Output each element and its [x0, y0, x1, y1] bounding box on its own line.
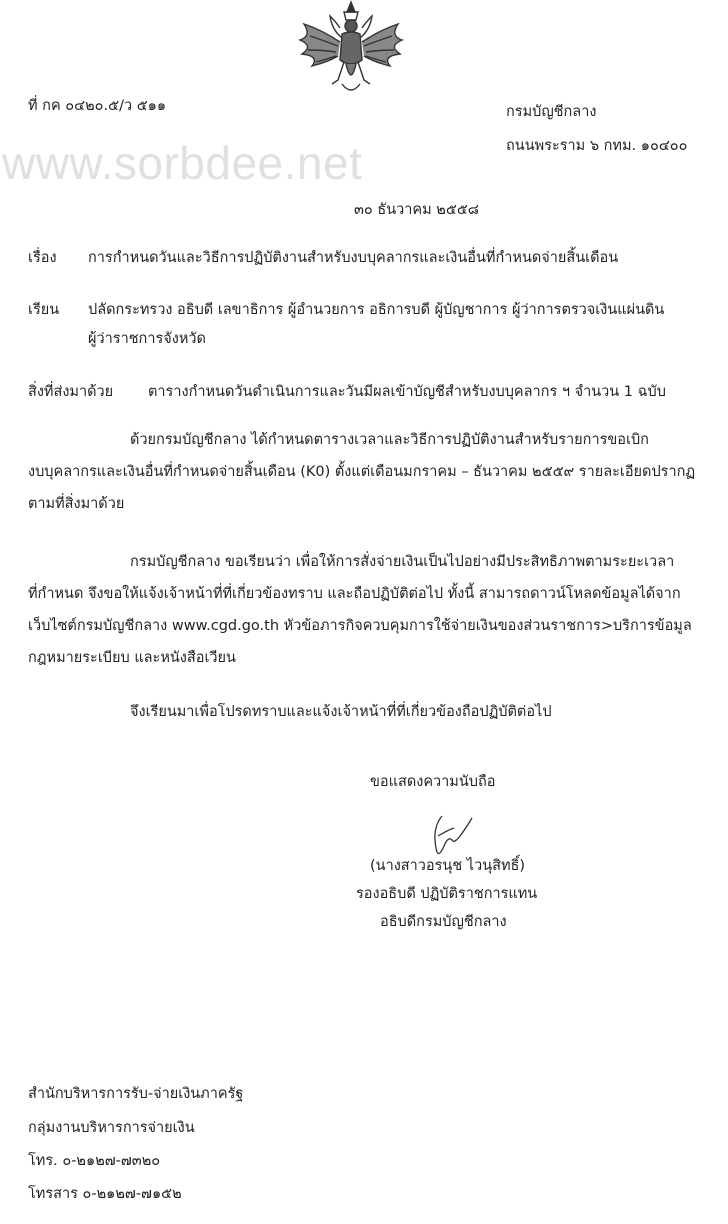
- paragraph2-line3: เว็บไซต์กรมบัญชีกลาง www.cgd.go.th หัวข้อภารกิจควบคุมการใช้จ่ายเงินของส่วนราชการ>บริการข้อมูล: [28, 618, 692, 634]
- addressee-label: เรียน: [28, 302, 60, 318]
- signatory-title2: อธิบดีกรมบัญชีกลาง: [380, 914, 507, 930]
- paragraph3: จึงเรียนมาเพื่อโปรดทราบและแจ้งเจ้าหน้าที่ที่เกี่ยวข้องถือปฏิบัติต่อไป: [130, 704, 552, 720]
- addressee-line2: ผู้ว่าราชการจังหวัด: [88, 331, 206, 347]
- signatory-name: (นางสาวอรนุช ไวนุสิทธิ์): [370, 858, 526, 874]
- closing-salutation: ขอแสดงความนับถือ: [370, 774, 496, 790]
- footer-phone: โทร. ๐-๒๑๒๗-๗๓๒๐: [28, 1153, 161, 1169]
- paragraph2-line4: กฎหมายระเบียบ และหนังสือเวียน: [28, 650, 236, 666]
- issuer-address: ถนนพระราม ๖ กทม. ๑๐๔๐๐: [506, 138, 688, 154]
- footer-office: สำนักบริหารการรับ-จ่ายเงินภาครัฐ: [28, 1086, 244, 1102]
- subject-text: การกำหนดวันและวิธีการปฏิบัติงานสำหรับงบบุคลากรและเงินอื่นที่กำหนดจ่ายสิ้นเดือน: [88, 250, 619, 266]
- paragraph1-line3: ตามที่สิ่งมาด้วย: [28, 496, 125, 512]
- footer-fax: โทรสาร ๐-๒๑๒๗-๗๑๕๒: [28, 1186, 182, 1202]
- addressee-line1: ปลัดกระทรวง อธิบดี เลขาธิการ ผู้อำนวยการ อธิการบดี ผู้บัญชาการ ผู้ว่าการตรวจเงินแผ่นดิน: [88, 302, 665, 318]
- document-date: ๓๐ ธันวาคม ๒๕๕๘: [354, 202, 479, 218]
- paragraph2-line2: ที่กำหนด จึงขอให้แจ้งเจ้าหน้าที่ที่เกี่ยวข้องทราบ และถือปฏิบัติต่อไป ทั้งนี้ สามารถดาวน์โหลดข้อมูลได้จาก: [28, 586, 681, 602]
- document-number: ที่ กค ๐๔๒๐.๕/ว ๕๑๑: [28, 98, 167, 114]
- watermark-text: www.sorbdee.net: [2, 137, 363, 189]
- issuer-name: กรมบัญชีกลาง: [506, 104, 597, 120]
- paragraph1-line1: ด้วยกรมบัญชีกลาง ได้กำหนดตารางเวลาและวิธีการปฏิบัติงานสำหรับรายการขอเบิก: [130, 432, 649, 448]
- footer-group: กลุ่มงานบริหารการจ่ายเงิน: [28, 1120, 195, 1136]
- paragraph2-line1: กรมบัญชีกลาง ขอเรียนว่า เพื่อให้การสั่งจ่ายเงินเป็นไปอย่างมีประสิทธิภาพตามระยะเวลา: [130, 554, 675, 570]
- signatory-title1: รองอธิบดี ปฏิบัติราชการแทน: [356, 886, 538, 902]
- enclosure-label: สิ่งที่ส่งมาด้วย: [28, 384, 114, 400]
- paragraph1-line2: งบบุคลากรและเงินอื่นที่กำหนดจ่ายสิ้นเดือน (K0) ตั้งแต่เดือนมกราคม – ธันวาคม ๒๕๕๙ รายละเอียดปรากฏ: [28, 464, 696, 480]
- subject-label: เรื่อง: [28, 250, 57, 266]
- enclosure-text: ตารางกำหนดวันดำเนินการและวันมีผลเข้าบัญชีสำหรับงบบุคลากร ฯ จำนวน 1 ฉบับ: [148, 384, 666, 400]
- garuda-emblem-icon: [292, 0, 410, 98]
